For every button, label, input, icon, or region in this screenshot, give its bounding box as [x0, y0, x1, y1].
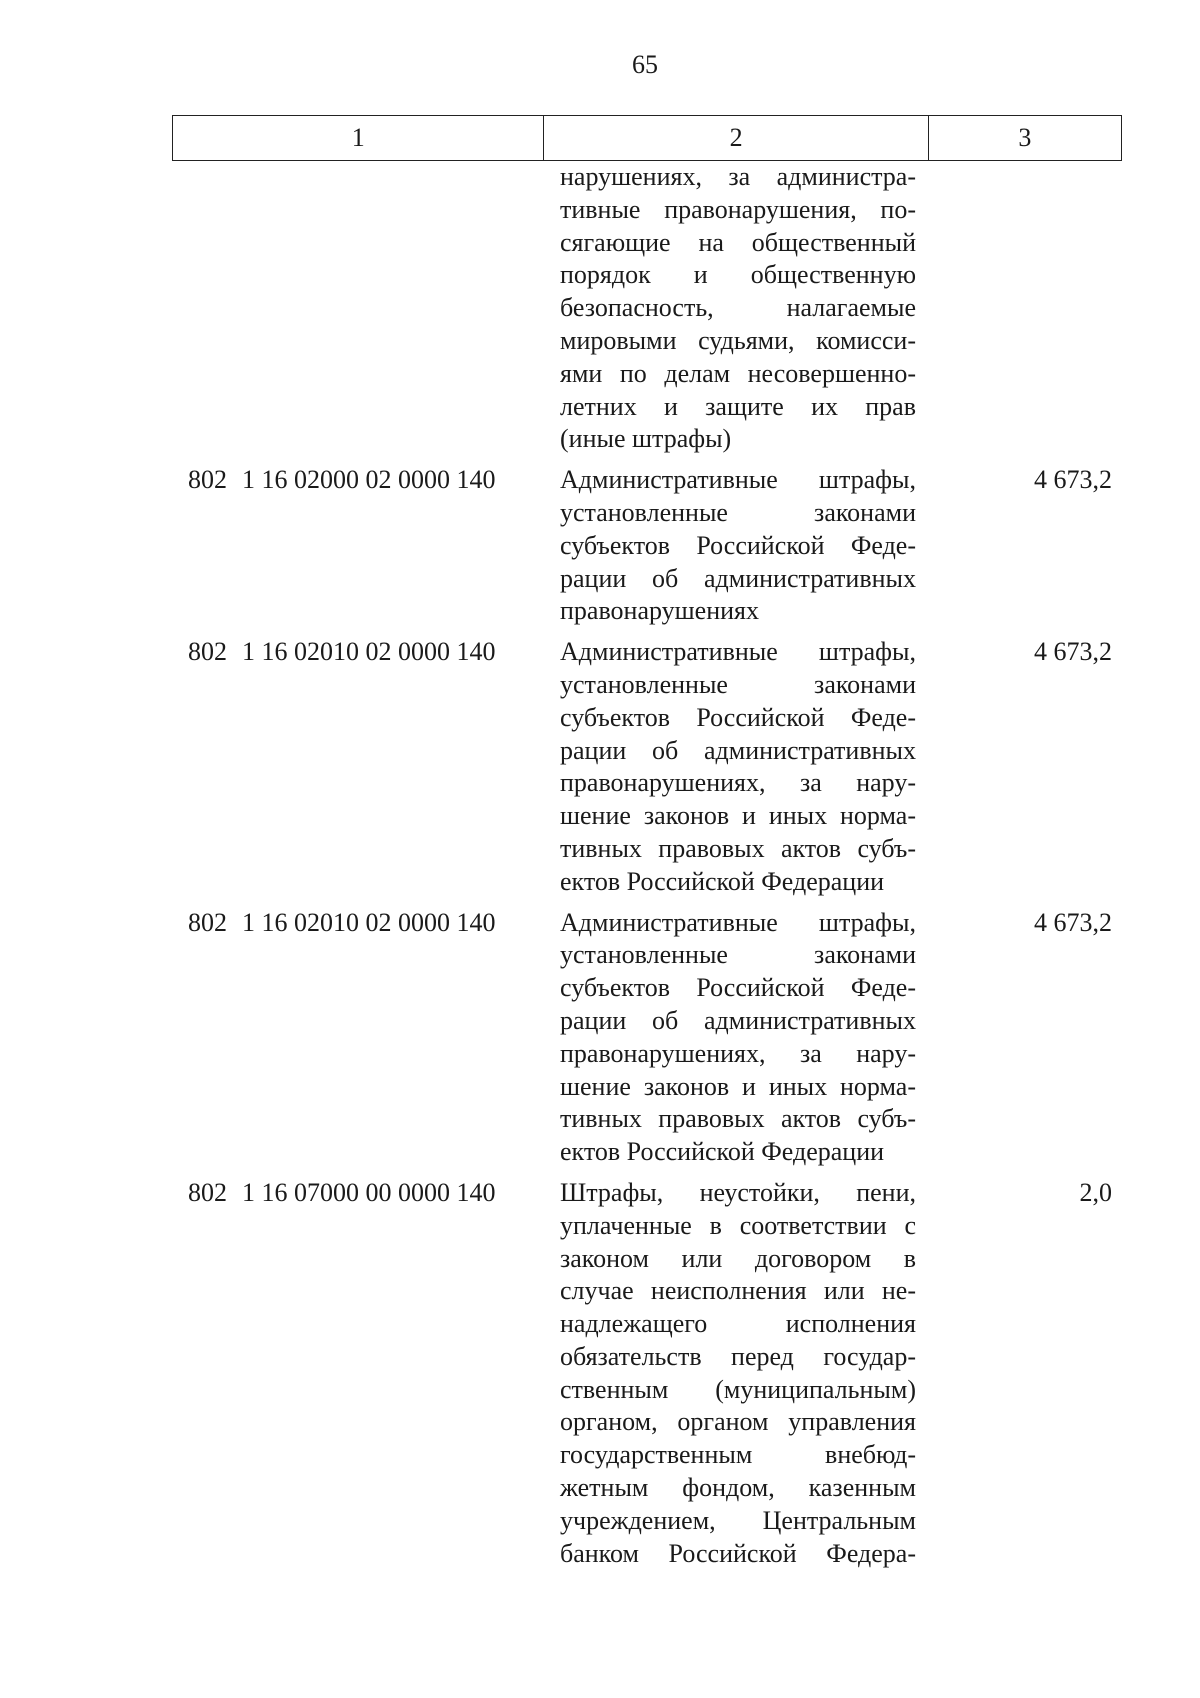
header-col-3: 3	[928, 116, 1121, 161]
name-line: порядок и общественную	[560, 260, 916, 290]
name-line: установленные законами	[560, 669, 916, 699]
name-line: банком Российской Федера-	[560, 1538, 916, 1568]
amount	[916, 161, 1122, 456]
name-line: субъектов Российской Феде-	[560, 973, 916, 1003]
name-line: ственным (муниципальным)	[560, 1374, 916, 1404]
name-line: рации об административных	[560, 563, 916, 593]
name-line: субъектов Российской Феде-	[560, 702, 916, 732]
amount: 4 673,2	[1034, 907, 1112, 937]
name-line: ектов Российской Федерации	[560, 1137, 885, 1167]
header-col-1: 1	[173, 116, 544, 161]
amount: 4 673,2	[1034, 465, 1112, 495]
name-line: надлежащего исполнения	[560, 1309, 916, 1339]
name-line: (иные штрафы)	[560, 424, 732, 454]
table-row	[172, 636, 1122, 898]
name-line: рации об административных	[560, 735, 916, 765]
name-line: законом или договором в	[560, 1243, 916, 1273]
table-row	[172, 1177, 1122, 1571]
name-line: государственным внебюд-	[560, 1440, 916, 1470]
admin-code: 802	[188, 907, 227, 937]
name-line: правонарушениях	[560, 596, 760, 626]
name-line: жетным фондом, казенным	[560, 1473, 916, 1503]
budget-code	[242, 161, 544, 456]
name-line: нарушениях, за администра-	[560, 162, 916, 191]
name-line: органом, органом управления	[560, 1407, 916, 1437]
budget-code: 1 16 07000 00 0000 140	[242, 1177, 496, 1207]
name-line: Административные штрафы,	[560, 907, 916, 937]
name-line: обязательств перед государ-	[560, 1341, 916, 1371]
admin-code: 802	[188, 637, 227, 667]
table-header	[172, 115, 1122, 161]
admin-code	[172, 161, 242, 456]
name-line: Административные штрафы,	[560, 637, 916, 667]
table-row	[172, 907, 1122, 1169]
name-line: тивных правовых актов субъ-	[560, 1104, 916, 1134]
budget-code: 1 16 02000 02 0000 140	[242, 465, 496, 495]
table-row	[172, 161, 1122, 456]
income-name	[544, 636, 916, 898]
name-line: случае неисполнения или не-	[560, 1276, 916, 1306]
table-body	[172, 161, 1122, 1570]
header-col-2: 2	[544, 116, 928, 161]
admin-code: 802	[188, 1177, 227, 1207]
table-row	[172, 464, 1122, 628]
name-line: Административные штрафы,	[560, 465, 916, 495]
name-line: установленные законами	[560, 940, 916, 970]
name-line: субъектов Российской Феде-	[560, 530, 916, 560]
page-number: 65	[632, 50, 658, 79]
name-line: ями по делам несовершенно-	[560, 358, 916, 388]
name-line: шение законов и иных норма-	[560, 1071, 916, 1101]
amount: 4 673,2	[1034, 637, 1112, 667]
name-line: правонарушениях, за нару-	[560, 768, 916, 798]
budget-code: 1 16 02010 02 0000 140	[242, 907, 496, 937]
name-line: Штрафы, неустойки, пени,	[560, 1177, 916, 1207]
name-line: правонарушениях, за нару-	[560, 1038, 916, 1068]
name-line: ектов Российской Федерации	[560, 866, 885, 896]
income-name	[544, 464, 916, 628]
income-name	[544, 161, 916, 456]
name-line: уплаченные в соответствии с	[560, 1210, 916, 1240]
name-line: летних и защите их прав	[560, 391, 916, 421]
income-name	[544, 1177, 916, 1571]
name-line: тивных правовых актов субъ-	[560, 833, 916, 863]
name-line: учреждением, Центральным	[560, 1505, 916, 1535]
budget-code: 1 16 02010 02 0000 140	[242, 637, 496, 667]
name-line: мировыми судьями, комисси-	[560, 325, 916, 355]
name-line: тивные правонарушения, по-	[560, 194, 916, 224]
income-name	[544, 907, 916, 1169]
admin-code: 802	[188, 465, 227, 495]
name-line: установленные законами	[560, 497, 916, 527]
name-line: шение законов и иных норма-	[560, 801, 916, 831]
name-line: рации об административных	[560, 1005, 916, 1035]
amount: 2,0	[1079, 1177, 1112, 1207]
name-line: безопасность, налагаемые	[560, 293, 916, 323]
name-line: сягающие на общественный	[560, 227, 916, 257]
